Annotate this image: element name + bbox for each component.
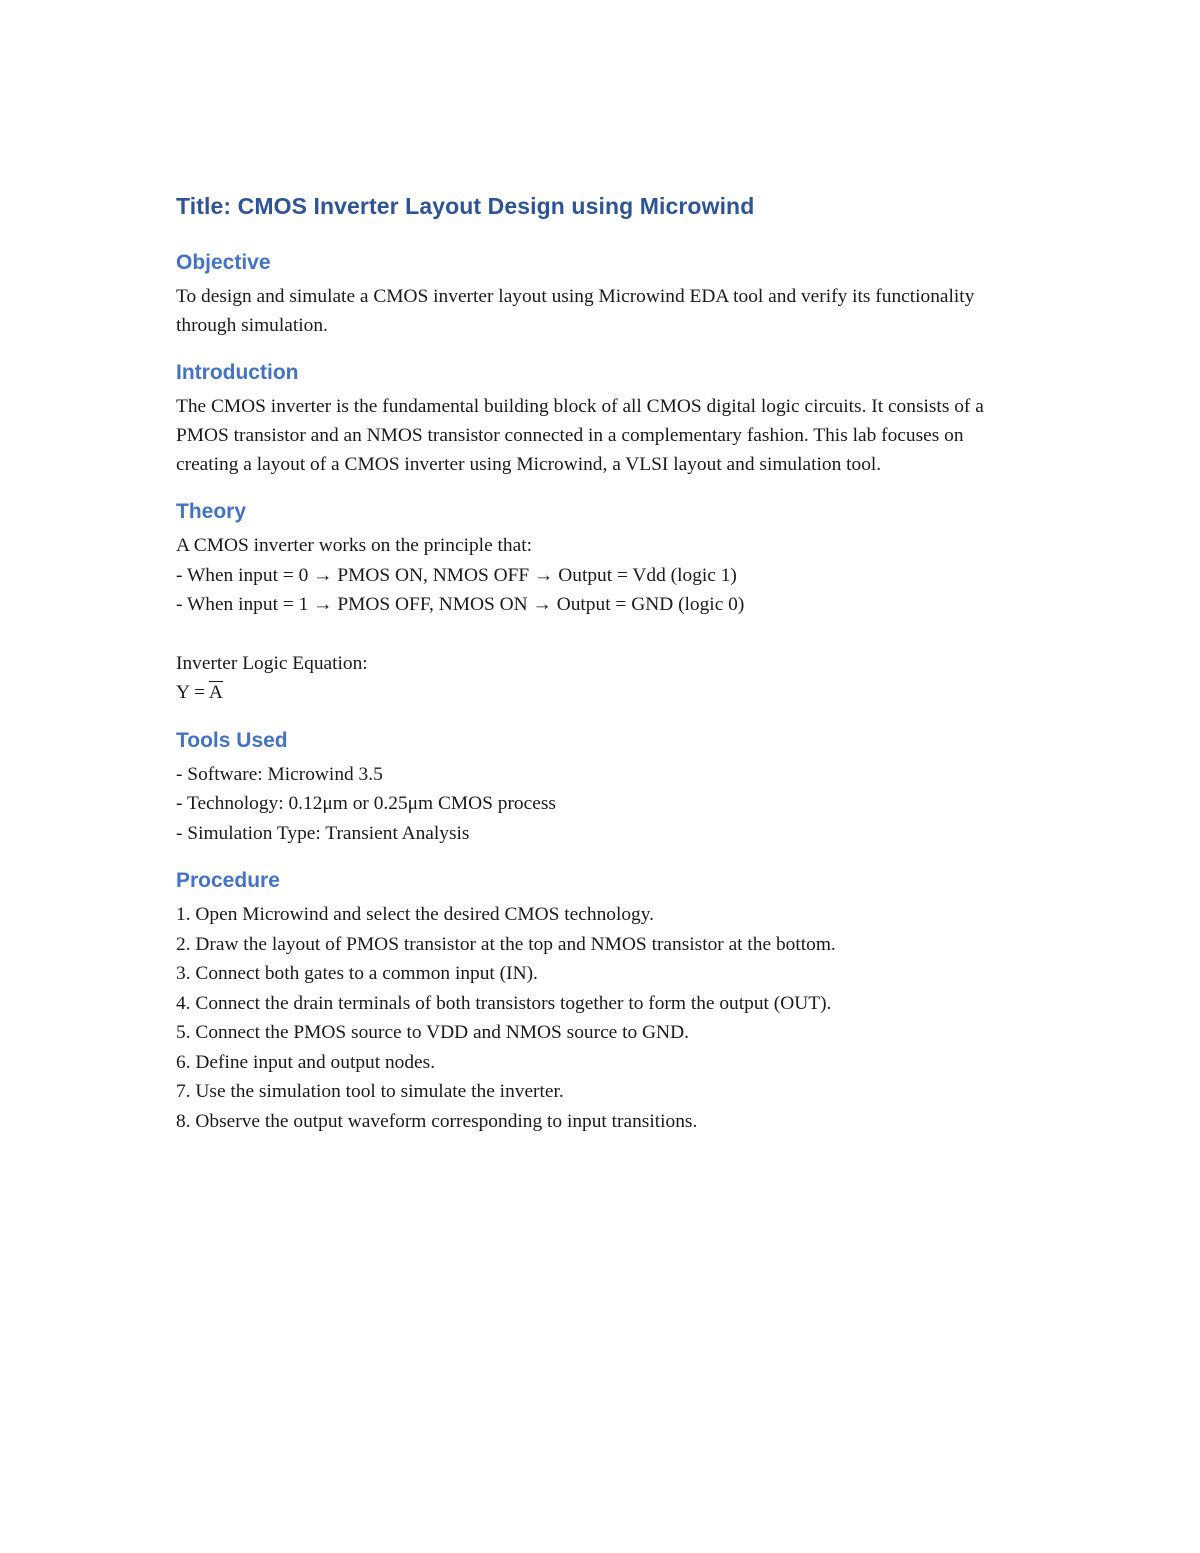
procedure-step: 3. Connect both gates to a common input (IN). — [176, 963, 538, 984]
equation-rhs-a-bar: $\overline{A}$ — [208, 682, 223, 703]
tools-section — [176, 726, 1016, 849]
tools-heading: Tools Used — [176, 728, 288, 752]
theory-heading: Theory — [176, 500, 247, 523]
objective-heading: Objective — [176, 251, 271, 274]
objective-text: To design and simulate a CMOS inverter layout using Microwind EDA tool and verify its functionality through simulation. — [176, 286, 975, 336]
objective-section — [176, 248, 1016, 340]
tools-item: - Technology: 0.12μm or 0.25μm CMOS process — [176, 793, 556, 814]
procedure-section — [176, 866, 1016, 1136]
theory-line: A CMOS inverter works on the principle that: — [176, 535, 532, 556]
equation-lhs: Y = — [176, 682, 209, 703]
tools-item: - Software: Microwind 3.5 — [176, 763, 383, 785]
document-title: Title: CMOS Inverter Layout Design using Microwind — [176, 193, 755, 219]
procedure-step: 7. Use the simulation tool to simulate the inverter. — [176, 1081, 564, 1102]
logic-equation — [176, 678, 1016, 708]
procedure-step: 1. Open Microwind and select the desired CMOS technology. — [176, 904, 655, 925]
procedure-step: 6. Define input and output nodes. — [176, 1051, 436, 1073]
procedure-step: 2. Draw the layout of PMOS transistor at the top and NMOS transistor at the bottom. — [176, 933, 836, 955]
procedure-heading: Procedure — [176, 869, 280, 892]
theory-line: - When input = 0 → PMOS ON, NMOS OFF → Output = Vdd (logic 1) — [176, 564, 737, 586]
blank-line — [176, 620, 1016, 649]
procedure-step: 8. Observe the output waveform corresponding to input transitions. — [176, 1110, 698, 1132]
introduction-section — [176, 358, 1016, 479]
procedure-step: 5. Connect the PMOS source to VDD and NMOS source to GND. — [176, 1022, 689, 1043]
equation-label: Inverter Logic Equation: — [176, 652, 368, 674]
procedure-step: 4. Connect the drain terminals of both transistors together to form the output (OUT). — [176, 992, 832, 1014]
document-content — [176, 190, 1016, 1154]
tools-item: - Simulation Type: Transient Analysis — [176, 822, 470, 844]
theory-line: - When input = 1 → PMOS OFF, NMOS ON → Output = GND (logic 0) — [176, 594, 745, 615]
introduction-heading: Introduction — [176, 361, 299, 384]
introduction-text: The CMOS inverter is the fundamental building block of all CMOS digital logic circuits. It consists of a PMOS transistor and an NMOS transistor connected in a complementary fashion. This lab focuses on creating a layout of a CMOS inverter using Microwind, a VLSI layout and simulation tool. — [176, 396, 984, 475]
theory-section — [176, 497, 1016, 708]
